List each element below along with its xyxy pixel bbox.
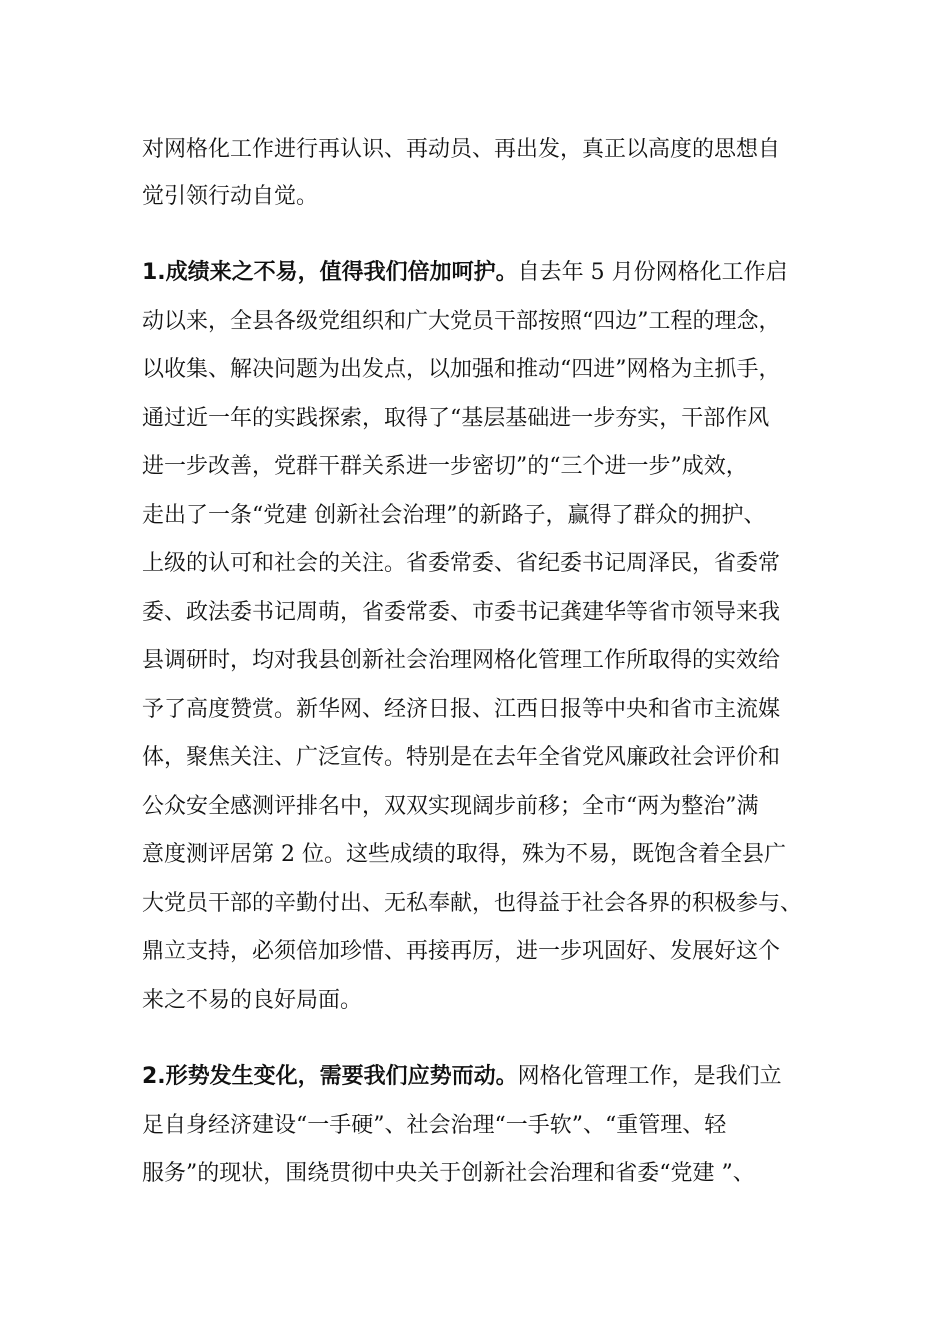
paragraph-1-line-3: 以收集、解决问题为出发点，以加强和推动“四进”网格为主抓手，: [142, 357, 781, 382]
paragraph-1-line-8: 委、政法委书记周萌，省委常委、市委书记龚建华等省市领导来我: [142, 600, 781, 625]
paragraph-1-line-15: 鼎立支持，必须倍加珍惜、再接再厉，进一步巩固好、发展好这个: [142, 939, 781, 964]
paragraph-2-heading: 2.形势发生变化，需要我们应势而动。: [142, 1064, 518, 1089]
paragraph-1-line-2: 动以来，全县各级党组织和广大党员干部按照“四边”工程的理念，: [142, 309, 781, 334]
paragraph-1-heading: 1.成绩来之不易，值得我们倍加呵护。: [142, 260, 518, 285]
paragraph-1-line-16: 来之不易的良好局面。: [142, 988, 363, 1013]
paragraph-1-line-7: 上级的认可和社会的关注。省委常委、省纪委书记周泽民，省委常: [142, 551, 781, 576]
paragraph-0-line-2: 觉引领行动自觉。: [142, 184, 319, 209]
paragraph-1-line-9: 县调研时，均对我县创新社会治理网格化管理工作所取得的实效给: [142, 648, 781, 673]
paragraph-1-line-1: [142, 258, 822, 288]
paragraph-1-line-5: 进一步改善，党群干群关系进一步密切”的“三个进一步”成效，: [142, 454, 748, 479]
paragraph-2-line-1: [142, 1062, 822, 1092]
paragraph-2-line-2: 足自身经济建设“一手硬”、社会治理“一手软”、“重管理、轻: [142, 1113, 727, 1138]
paragraph-0-line-1: 对网格化工作进行再认识、再动员、再出发，真正以高度的思想自: [142, 137, 781, 162]
paragraph-1-line-13: 意度测评居第 2 位。这些成绩的取得，殊为不易，既饱含着全县广: [142, 842, 786, 867]
paragraph-2-line-3: 服务”的现状，围绕贯彻中央关于创新社会治理和省委“党建 ”、: [142, 1161, 755, 1186]
paragraph-2-line-1-text: 网格化管理工作，是我们立: [517, 1064, 782, 1089]
paragraph-1-line-12: 公众安全感测评排名中，双双实现阔步前移；全市“两为整治”满: [142, 794, 759, 819]
paragraph-1-line-4: 通过近一年的实践探索，取得了“基层基础进一步夯实，干部作风: [142, 406, 770, 431]
paragraph-1-line-10: 予了高度赞赏。新华网、经济日报、江西日报等中央和省市主流媒: [142, 697, 781, 722]
paragraph-1-line-11: 体，聚焦关注、广泛宣传。特别是在去年全省党风廉政社会评价和: [142, 745, 781, 770]
paragraph-1-line-14: 大党员干部的辛勤付出、无私奉献，也得益于社会各界的积极参与、: [142, 891, 803, 916]
paragraph-1-line-1-text: 自去年 5 月份网格化工作启: [517, 260, 788, 285]
paragraph-1-line-6: 走出了一条“党建 创新社会治理”的新路子，赢得了群众的拥护、: [142, 503, 766, 528]
